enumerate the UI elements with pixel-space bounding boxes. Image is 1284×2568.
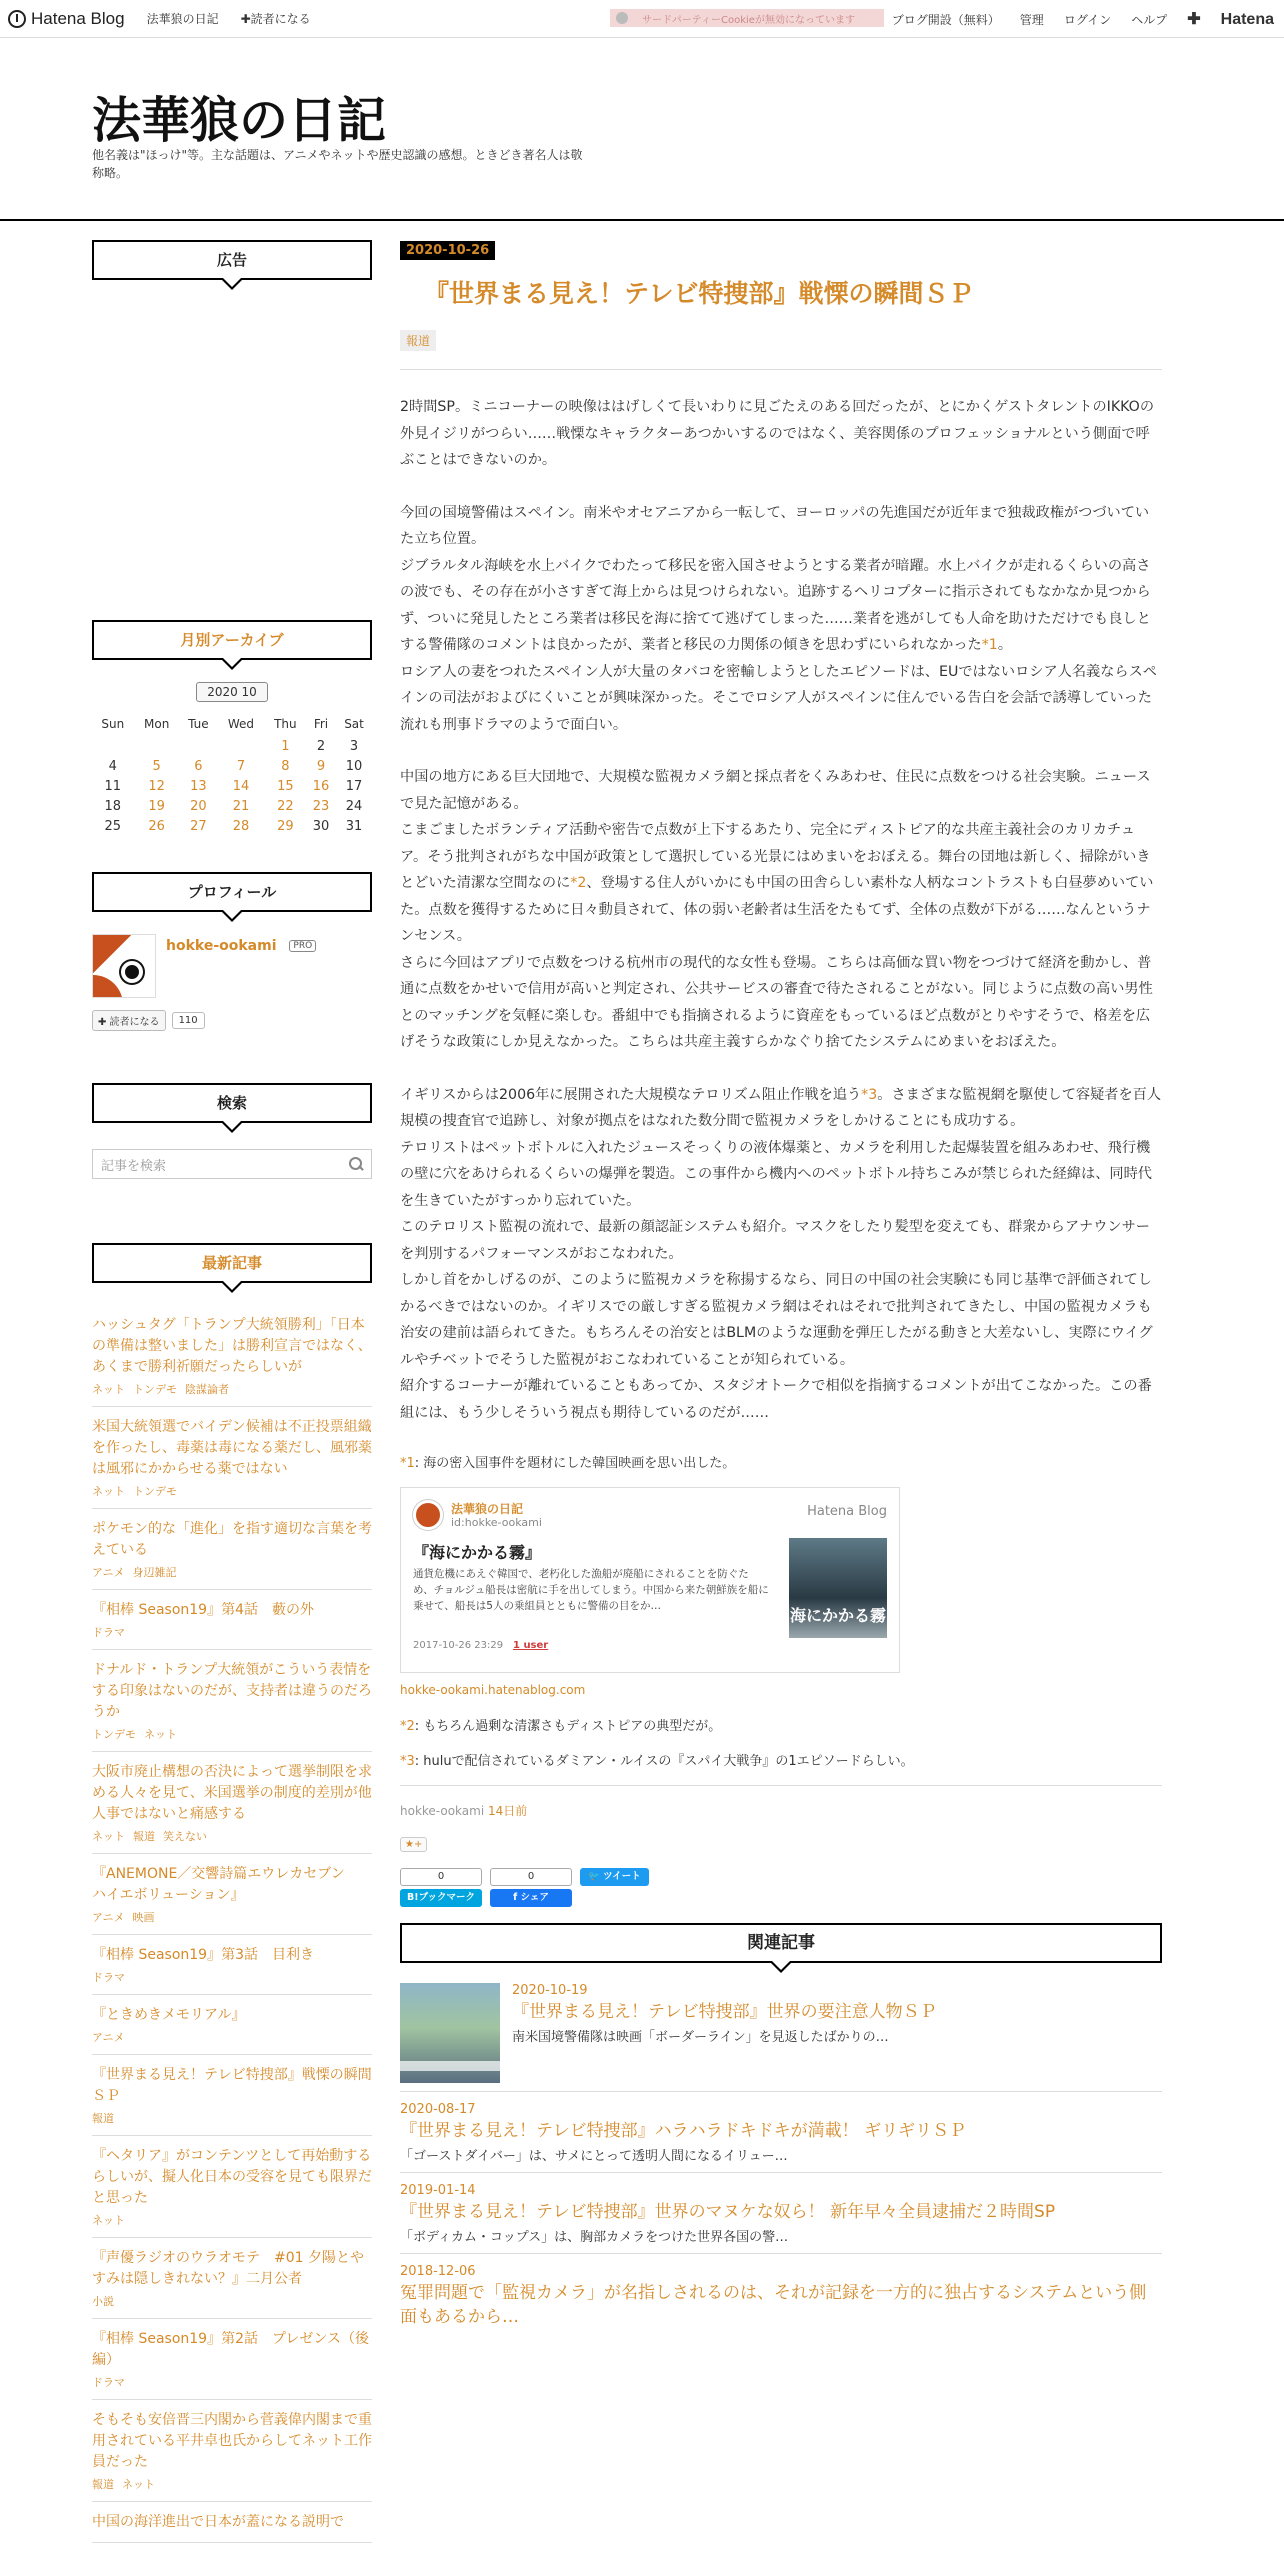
recent-item-title[interactable]: 『相棒 Season19』第2話 プレゼンス（後編） bbox=[92, 2331, 370, 2368]
recent-item-category[interactable]: ネット bbox=[92, 1383, 125, 1396]
footnotes bbox=[400, 1452, 1162, 1769]
hatena-brand-link[interactable]: ✚ Hatena bbox=[1187, 11, 1274, 28]
recent-item-category[interactable]: 笑えない bbox=[163, 1830, 207, 1843]
recent-item[interactable] bbox=[92, 2055, 372, 2136]
blog-header bbox=[0, 38, 1284, 221]
recent-item[interactable] bbox=[92, 2238, 372, 2319]
recent-item-category[interactable]: ドラマ bbox=[92, 1971, 125, 1984]
calendar-day[interactable]: 21 bbox=[232, 798, 250, 814]
calendar-day[interactable]: 16 bbox=[312, 778, 330, 794]
recent-item-title[interactable]: ハッシュタグ「トランプ大統領勝利」「日本の準備は整いました」は勝利宣言ではなく、あくまで勝利祈願だったらしいが bbox=[92, 1317, 372, 1375]
recent-item-title[interactable]: 『ANEMONE／交響詩篇エウレカセブン ハイエボリューション』 bbox=[92, 1866, 359, 1903]
recent-item-title[interactable]: 『ときめきメモリアル』 bbox=[92, 2007, 246, 2023]
calendar-day[interactable]: 13 bbox=[190, 778, 207, 794]
recent-item[interactable] bbox=[92, 2319, 372, 2400]
calendar-day[interactable]: 19 bbox=[148, 798, 165, 814]
blog-description: 他名義は"ほっけ"等。主な話題は、アニメやネットや歴史認識の感想。ときどき著名人は敬称略。 bbox=[92, 148, 583, 180]
global-header bbox=[0, 0, 1284, 38]
recent-item-title[interactable]: ドナルド・トランプ大統領がこういう表情をする印象はないのだが、支持者は違うのだろうか bbox=[92, 1662, 372, 1720]
search-icon[interactable] bbox=[349, 1157, 363, 1171]
calendar-day[interactable]: 27 bbox=[190, 818, 207, 834]
paragraph: イギリスからは2006年に展開された大規模なテロリズム阻止作戦を追う*3。さまざまな監視網を駆使して容疑者を百人規模の捜査官で追跡し、対象が拠点をはなれた数分間で監視カメラをしかけることにも成功する。 テロリストはペットボトルに入れたジュースそっくりの液体爆薬と、カメラを利用した起爆装置を組みあわせ、飛行機の壁に穴をあけられるくらいの爆弾を製造。この事件から機内へのペットボトル持ちこみが禁じられた経緯は、同時代を生きていたがすっかり忘れていた。 このテロリスト監視の流れで、最新の顔認証システムも紹介。マスクをしたり髪型を変えても、群衆からアナウンサーを判別するパフォーマンスがおこなわれた。 しかし首をかしげるのが、このように監視カメラを称揚するなら、同日の中国の社会実験にも同じ基準で評価されてしかるべきではないのか。イギリスでの厳しすぎる監視カメラ網はそれはそれで批判されてきたし、中国の監視カメラも治安の建前は語られてきた。もちろんその治安とはBLMのような運動を弾圧したがる動きと大差ないし、実際にウイグルやチベットでそうした監視がおこなわれていることが知られている。 紹介するコーナーが離れていることもあってか、スタジオトークで相似を指摘するコメントが出てこなかった。この番組には、もう少しそういう視点も期待しているのだが…… bbox=[400, 1086, 1162, 1421]
recent-item-category[interactable]: 報道 bbox=[133, 1830, 155, 1843]
recent-item-category[interactable]: 小説 bbox=[92, 2295, 114, 2308]
footnote-ref-3[interactable]: *3 bbox=[861, 1086, 878, 1103]
recent-item-title[interactable]: 『声優ラジオのウラオモテ #01 夕陽とやすみは隠しきれない？』二月公者 bbox=[92, 2250, 364, 2287]
author-link[interactable]: hokke-ookami bbox=[400, 1804, 485, 1818]
calendar-day: 31 bbox=[345, 818, 363, 834]
recent-item-category[interactable]: アニメ bbox=[92, 1566, 125, 1579]
recent-item-category[interactable]: 陰謀論者 bbox=[185, 1383, 229, 1396]
related-item[interactable]: 2020-10-19 『世界まる見え！テレビ特捜部』世界の要注意人物ＳＰ 南米国境警備隊は映画「ボーダーライン」を見返したばかりの… bbox=[400, 1963, 1162, 2092]
recent-item-title[interactable]: 米国大統領選でバイデン候補は不正投票組織を作ったし、毒薬は毒になる薬だし、風邪薬は風邪にかからせる薬ではない bbox=[92, 1419, 372, 1477]
recent-item-title[interactable]: そもそも安倍晋三内閣から菅義偉内閣まで重用されている平井卓也氏からしてネット工作員だった bbox=[92, 2412, 372, 2470]
cookie-notice[interactable]: サードパーティーCookieが無効になっています bbox=[610, 9, 884, 27]
calendar-weekday: Fri bbox=[313, 717, 329, 731]
profile-heading: プロフィール bbox=[92, 872, 372, 912]
blog-menu-link[interactable]: 法華狼の日記 bbox=[146, 12, 219, 26]
tweet-button[interactable]: 🐦 ツイート bbox=[580, 1868, 649, 1886]
footnote-ref-1[interactable]: *1 bbox=[981, 637, 998, 653]
calendar-day[interactable]: 22 bbox=[277, 798, 294, 814]
calendar-day[interactable]: 7 bbox=[236, 758, 246, 774]
recent-item[interactable] bbox=[92, 1590, 372, 1650]
embed-url-link[interactable]: hokke-ookami.hatenablog.com bbox=[400, 1683, 586, 1697]
calendar-day[interactable]: 14 bbox=[232, 778, 250, 794]
recent-item[interactable] bbox=[92, 2136, 372, 2238]
calendar-day[interactable]: 23 bbox=[312, 798, 330, 814]
bookmark-count[interactable]: 0 bbox=[400, 1868, 482, 1886]
calendar-day: 25 bbox=[104, 818, 122, 834]
calendar-day[interactable]: 29 bbox=[277, 818, 294, 834]
bookmark-users-link[interactable]: 1 user bbox=[513, 1640, 549, 1651]
recent-item[interactable] bbox=[92, 2502, 372, 2543]
recent-item-title[interactable]: 『ヘタリア』がコンテンツとして再始動するらしいが、擬人化日本の受容を見ても限界だと思った bbox=[92, 2148, 372, 2206]
follower-count[interactable]: 110 bbox=[172, 1012, 205, 1029]
calendar-weekday: Mon bbox=[144, 717, 170, 731]
recent-item-title[interactable]: 大阪市廃止構想の否決によって選挙制限を求める人々を見て、米国選挙の制度的差別が他人事ではないと痛感する bbox=[92, 1764, 372, 1822]
footnote-ref-2[interactable]: *2 bbox=[570, 875, 587, 891]
blog-title[interactable]: 法華狼の日記 bbox=[92, 92, 387, 149]
calendar-day[interactable]: 5 bbox=[152, 758, 161, 774]
entry-category[interactable]: 報道 bbox=[400, 330, 436, 351]
recent-item-category[interactable]: ネット bbox=[92, 2214, 125, 2227]
calendar-day[interactable]: 1 bbox=[281, 738, 290, 754]
facebook-count[interactable]: 0 bbox=[490, 1868, 572, 1886]
entry-title[interactable]: 『世界まる見え！テレビ特捜部』戦慄の瞬間ＳＰ bbox=[424, 279, 974, 308]
related-item[interactable]: 2020-08-17 『世界まる見え！テレビ特捜部』ハラハラドキドキが満載！ ギリギリＳＰ 「ゴーストダイバー」は、サメにとって透明人間になるイリュー… bbox=[400, 2092, 1162, 2173]
calendar-weekday: Thu bbox=[274, 717, 297, 731]
follow-button[interactable]: ✚ 読者になる bbox=[92, 1010, 166, 1031]
recent-item[interactable] bbox=[92, 1995, 372, 2055]
facebook-share-button[interactable]: f シェア bbox=[490, 1889, 572, 1907]
recent-item[interactable] bbox=[92, 1854, 372, 1935]
calendar-weekday: Tue bbox=[188, 717, 209, 731]
calendar-weekday: Sat bbox=[344, 717, 364, 731]
recent-item-category[interactable]: アニメ bbox=[92, 1911, 125, 1924]
calendar-weekday: Wed bbox=[227, 717, 255, 731]
calendar-day[interactable]: 26 bbox=[148, 818, 165, 834]
help-link[interactable]: ヘルプ bbox=[1131, 12, 1168, 27]
info-icon bbox=[616, 12, 628, 24]
calendar-day: 18 bbox=[104, 798, 122, 814]
recent-item-category[interactable]: 身辺雑記 bbox=[132, 1566, 177, 1579]
login-link[interactable]: ログイン bbox=[1063, 12, 1112, 27]
embed-card[interactable]: 法華狼の日記 id:hokke-ookami Hatena Blog 『海にかかる霧』 通貨危機にあえぐ韓国で、老朽化した漁船が廃船にされることを防ぐため、チョルジュ船長は密航に手を出してしまう。中国から来た朝鮮族を船に乗せて、船長は5人の乗組員とともに警備の目をか… 海にかかる霧 2017-10-26 23:29 1 user bbox=[400, 1487, 900, 1673]
recent-item-category[interactable]: 報道 bbox=[92, 2112, 114, 2125]
calendar-day: 10 bbox=[345, 758, 363, 774]
admin-link[interactable]: 管理 bbox=[1019, 12, 1044, 27]
recent-item[interactable] bbox=[92, 2400, 372, 2502]
add-star-button[interactable]: ★+ bbox=[400, 1837, 427, 1852]
calendar-day[interactable]: 15 bbox=[277, 778, 294, 794]
recent-item-category[interactable]: アニメ bbox=[92, 2031, 125, 2044]
recent-item[interactable] bbox=[92, 1305, 372, 1407]
hatena-blog-logo-icon: Hatena Blog bbox=[807, 1504, 887, 1519]
recent-item-category[interactable]: トンデモ bbox=[133, 1485, 177, 1498]
profile-card bbox=[92, 934, 372, 998]
footnote-1: *1: 海の密入国事件を題材にした韓国映画を思い出した。 bbox=[400, 1456, 736, 1471]
hatena-blog-logo[interactable]: Hatena Blog bbox=[8, 9, 125, 29]
calendar-day: 17 bbox=[345, 778, 363, 794]
calendar-day[interactable]: 9 bbox=[316, 758, 326, 774]
recent-item-title[interactable]: 『世界まる見え！テレビ特捜部』戦慄の瞬間ＳＰ bbox=[92, 2067, 372, 2104]
entry-body bbox=[400, 394, 1162, 1426]
recent-item-category[interactable]: 映画 bbox=[132, 1911, 155, 1924]
entry bbox=[400, 240, 1162, 2337]
calendar-day: 2 bbox=[316, 738, 326, 754]
recent-item-category[interactable]: トンデモ bbox=[92, 1728, 136, 1741]
recent-item-category[interactable]: ネット bbox=[92, 1830, 125, 1843]
calendar-day: 11 bbox=[104, 778, 122, 794]
search-heading: 検索 bbox=[92, 1083, 372, 1123]
entry-permalink[interactable]: 14日前 bbox=[487, 1804, 528, 1818]
recent-item[interactable] bbox=[92, 1509, 372, 1590]
blog-avatar-icon bbox=[413, 1500, 443, 1530]
related-item[interactable]: 2018-12-06 冤罪問題で「監視カメラ」が名指しされるのは、それが記録を一方的に独占するシステムという側面もあるから… bbox=[400, 2264, 1147, 2327]
recent-item-category[interactable]: ドラマ bbox=[92, 1626, 125, 1639]
calendar-day[interactable]: 6 bbox=[194, 758, 203, 774]
related-heading: 関連記事 bbox=[400, 1923, 1162, 1963]
sidebar bbox=[92, 240, 372, 2543]
related-item[interactable]: 2019-01-14 『世界まる見え！テレビ特捜部』世界のマヌケな奴ら！ 新年早々全員逮捕だ２時間SP 「ボディカム・コップス」は、胸部カメラをつけた世界各国の警… bbox=[400, 2173, 1162, 2254]
recent-item[interactable] bbox=[92, 1935, 372, 1995]
calendar-weekday: Sun bbox=[101, 717, 125, 731]
recent-item[interactable] bbox=[92, 1752, 372, 1854]
bookmark-button[interactable]: B!ブックマーク bbox=[400, 1889, 482, 1907]
paragraph: 今回の国境警備はスペイン。南米やオセアニアから一転して、ヨーロッパの先進国だが近年まで独裁政権がつづいていた立ち位置。 ジブラルタル海峡を水上バイクでわたって移民を密入国させようとする業者が暗躍。水上バイクが走れるくらいの高さの波でも、その存在が小さすぎて海上からは見つけられない。追跡するヘリコプターに指示されてもなかなか見つからず、ついに発見したところ業者は移民を海に捨てて逃げてしまった……業者を逃がしても人命を助けただけでも良しとする警備隊のコメントは良かったが、業者と移民の力関係の傾きを思わずにいられなかった*1。 ロシア人の妻をつれたスペイン人が大量のタバコを密輸しようとしたエピソードは、EUではないロシア人名義ならスペインの司法がおよびにくいことが興味深かった。そこでロシア人がスペインに住んでいる告白を会話で誘導していった流れも刑事ドラマのようで面白い。 bbox=[400, 504, 1157, 733]
paragraph: 中国の地方にある巨大団地で、大規模な監視カメラ網と採点者をくみあわせ、住民に点数をつける社会実験。ニュースで見た記憶がある。 こまごましたボランティア活動や密告で点数が上下するあたり、完全にディストピア的な共産主義社会のカリカチュア。そう批判されがちな中国が政策として選択している光景にはめまいをおぼえる。舞台の団地は新しく、掃除がいきとどいた清潔な空間なのに*2、登場する住人がいかにも中国の田舎らしい素朴な人柄なコントラストも白昼夢めいていた。点数を獲得するために日々動員されて、体の弱い老齢者は生活をたもてず、全体の点数が下がる……なんというナンセンス。 さらに今回はアプリで点数をつける杭州市の現代的な女性も登場。こちらは高価な買い物をつづけて経済を動かし、普通に点数をかせいで信用が高いと判定され、公共サービスの審査で待たされることがない。同じように点数の高い男性とのマッチングを気軽に楽しむ。番組中でも指摘されるように資産をもっているほど点数がとりやすそうで、格差を広げそうな政策にしか見えなかった。こちらは共産主義すらかなぐり捨てたシステムにめまいをおぼえた。 bbox=[400, 769, 1154, 1050]
pro-badge: PRO bbox=[289, 940, 316, 952]
recent-item-category[interactable]: 報道 bbox=[92, 2478, 114, 2491]
calendar-day: 4 bbox=[108, 758, 117, 774]
footnote-2: *2: もちろん過剰な清潔さもディストピアの典型だが。 bbox=[400, 1719, 722, 1734]
recent-list bbox=[92, 1305, 372, 2543]
calendar-day[interactable]: 28 bbox=[232, 818, 250, 834]
recent-item-category[interactable]: ネット bbox=[122, 2478, 155, 2491]
calendar-day: 3 bbox=[349, 738, 359, 754]
calendar-day: 30 bbox=[312, 818, 330, 834]
recent-item[interactable] bbox=[92, 1407, 372, 1509]
search-input[interactable]: 記事を検索 bbox=[92, 1149, 372, 1179]
recent-item-category[interactable]: ドラマ bbox=[92, 2376, 125, 2389]
entry-date[interactable]: 2020-10-26 bbox=[400, 241, 495, 260]
archive-heading[interactable]: 月別アーカイブ bbox=[92, 620, 372, 660]
related-thumbnail[interactable] bbox=[400, 1983, 500, 2083]
entry-meta bbox=[400, 1802, 1162, 1819]
footnote-3: *3: huluで配信されているダミアン・ルイスの『スパイ大戦争』の1エピソードらしい。 bbox=[400, 1754, 914, 1769]
calendar-day[interactable]: 12 bbox=[148, 778, 165, 794]
share-buttons bbox=[400, 1868, 1162, 1907]
recent-item-title[interactable]: ポケモン的な「進化」を指す適切な言葉を考えている bbox=[92, 1521, 372, 1558]
recent-item-title[interactable]: 『相棒 Season19』第4話 藪の外 bbox=[92, 1602, 314, 1618]
recent-item-title[interactable]: 『相棒 Season19』第3話 目利き bbox=[92, 1947, 314, 1963]
recent-item-category[interactable]: ネット bbox=[92, 1485, 125, 1498]
avatar[interactable] bbox=[92, 934, 156, 998]
recent-item[interactable] bbox=[92, 1650, 372, 1752]
calendar-day: 24 bbox=[345, 798, 363, 814]
recent-item-category[interactable]: ネット bbox=[144, 1728, 177, 1741]
ad-heading: 広告 bbox=[92, 240, 372, 280]
follow-link[interactable]: ✚読者になる bbox=[240, 12, 311, 26]
recent-item-category[interactable]: トンデモ bbox=[133, 1383, 177, 1396]
hatena-circle-icon bbox=[8, 10, 26, 28]
recent-heading: 最新記事 bbox=[92, 1243, 372, 1283]
recent-item-title[interactable]: 中国の海洋進出で日本が蓋になる説明で bbox=[92, 2514, 344, 2530]
calendar-day[interactable]: 20 bbox=[190, 798, 207, 814]
calendar bbox=[92, 712, 372, 836]
start-blog-link[interactable]: ブログ開設（無料） bbox=[891, 12, 1000, 27]
calendar-day[interactable]: 8 bbox=[281, 758, 290, 774]
twitter-bird-icon: 🐦 bbox=[588, 1871, 600, 1882]
archive-month-select[interactable]: 2020 10 bbox=[196, 682, 268, 702]
paragraph: 2時間SP。ミニコーナーの映像ははげしくて長いわりに見ごたえのある回だったが、とにかくゲストタレントのIKKOの外見イジリがつらい……戦慄なキャラクターあつかいするのではなく、美容関係のプロフェッショナルという側面で呼ぶことはできないのか。 bbox=[400, 399, 1155, 468]
profile-name-link[interactable]: hokke-ookami bbox=[166, 938, 277, 954]
embed-thumbnail[interactable]: 海にかかる霧 bbox=[789, 1538, 887, 1638]
